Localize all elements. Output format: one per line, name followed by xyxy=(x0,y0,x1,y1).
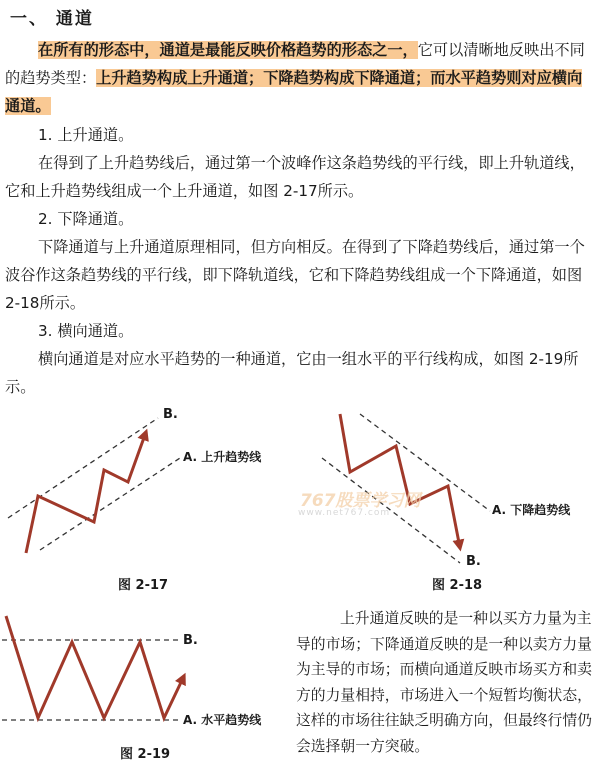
intro-highlight-1: 在所有的形态中，通道是最能反映价格趋势的形态之一， xyxy=(38,41,418,59)
figure-2-17 xyxy=(0,400,300,580)
item-2-heading: 2. 下降通道。 xyxy=(38,210,134,228)
upper-channel-line xyxy=(8,418,158,518)
item-3-heading: 3. 横向通道。 xyxy=(38,322,134,340)
price-path xyxy=(6,616,184,718)
price-path xyxy=(26,432,146,553)
label-falling-trendline: A. 下降趋势线 xyxy=(492,503,571,517)
intro-paragraph xyxy=(5,36,597,120)
summary-paragraph: 上升通道反映的是一种以买方力量为主导的市场；下降通道反映的是一种以卖方力量为主导的市场；而横向通道反映市场买方和卖方的力量相持，市场进入一个短暂均衡状态，这样的市场往往缺乏明确方向，但最终行情仍会选择朝一方突破。 xyxy=(296,610,592,755)
caption-2-19: 图 2-19 xyxy=(120,747,171,762)
price-path xyxy=(340,414,460,548)
item-2-body: 下降通道与上升通道原理相同，但方向相反。在得到了下降趋势线后，通过第一个波谷作这条趋势线的平行线，即下降轨道线，它和下降趋势线组成一个下降通道，如图 2-18所示。 xyxy=(5,238,585,312)
caption-2-18: 图 2-18 xyxy=(432,578,483,593)
label-horizontal-trendline: A. 水平趋势线 xyxy=(183,713,262,727)
item-1-body: 在得到了上升趋势线后，通过第一个波峰作这条趋势线的平行线，即上升轨道线，它和上升趋势线组成一个上升通道，如图 2-17所示。 xyxy=(5,154,585,200)
intro-highlight-2: 上升趋势构成上升通道；下降趋势构成下降通道；而水平趋势则对应横向通道。 xyxy=(5,69,583,115)
label-rising-trendline: A. 上升趋势线 xyxy=(183,450,262,464)
caption-2-17: 图 2-17 xyxy=(118,578,169,593)
intro-plain-text: 它可以清晰地反映出不同的趋势类型： xyxy=(5,41,585,87)
watermark-url: www.net767.com xyxy=(298,508,391,518)
watermark-brand: 767股票学习网 xyxy=(300,491,421,511)
label-b: B. xyxy=(466,554,481,569)
item-1-heading: 1. 上升通道。 xyxy=(38,126,134,144)
section-title: 一、 通道 xyxy=(10,9,94,29)
item-3-body: 横向通道是对应水平趋势的一种通道，它由一组水平的平行线构成，如图 2-19所示。 xyxy=(5,350,579,396)
label-b: B. xyxy=(163,407,178,422)
label-b: B. xyxy=(183,633,198,648)
figure-2-19 xyxy=(0,610,295,735)
